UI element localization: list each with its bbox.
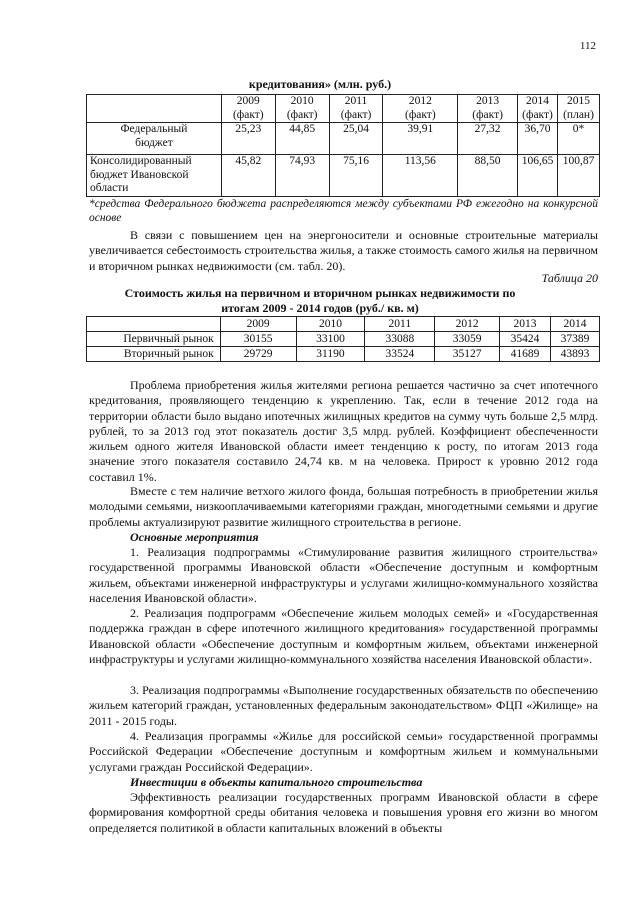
section-heading: Инвестиции в объекты капитального строительства (130, 775, 423, 789)
paragraph: В связи с повышением цен на энергоносители и основные строительные материалы увеличивается себестоимость строительства жилья, а также стоимость самого жилья на первичном и вторичном рынках недвижимости (см. табл. 20). (89, 228, 598, 273)
year-header: 2011 (365, 317, 435, 332)
table-cell: 33524 (365, 347, 435, 362)
page-number: 112 (579, 40, 596, 52)
table-cell: 35127 (435, 347, 500, 362)
row-label: Первичный рынок (87, 332, 221, 347)
table-row (87, 347, 600, 362)
table-footnote: *средства Федерального бюджета распределяются между субъектами РФ ежегодно на конкурсной основе (89, 198, 598, 224)
table-cell: 35424 (500, 332, 551, 347)
row-label: Консолидированный бюджет Ивановской области (87, 155, 222, 197)
year-header: 2010 (296, 317, 365, 332)
status-header: (факт) (472, 108, 503, 121)
list-item: 2. Реализация подпрограмм «Обеспечение жильем молодых семей» и «Государственная поддержка граждан в сфере ипотечного жилищного кредитования» государственной программы Ивановской области «Обеспечение доступным и комфортным жильем, объектами инженерной инфраструктуры и услугами жилищно-коммунального хозяйства населения Ивановской области». (89, 606, 598, 666)
status-header: (план) (563, 108, 594, 121)
table-header-row (87, 95, 600, 123)
table2-title-line1: Стоимость жилья на первичном и вторичном рынках недвижимости по (124, 286, 516, 300)
table-cell: 41689 (500, 347, 551, 362)
paragraph: Эффективность реализации государственных программ Ивановской области в сфере формирования комфортной среды обитания человека и повышения уровня его жизни во многом определяется политикой в области капитальных вложений в объекты (89, 790, 598, 835)
table-cell: 25,23 (221, 123, 275, 155)
table-cell: 0* (558, 123, 600, 155)
table-cell: 88,50 (458, 155, 518, 197)
paragraph: Вместе с тем наличие ветхого жилого фонда, большая потребность в приобретении жилья молодыми семьями, низкооплачиваемыми категориями граждан, многодетными семьями и другие проблемы актуализируют развитие жилищного строительства в регионе. (89, 484, 598, 529)
table1-title: кредитования» (млн. руб.) (248, 77, 392, 91)
status-header: (факт) (232, 108, 264, 121)
list-item: 3. Реализация подпрограммы «Выполнение государственных обязательств по обеспечению жильем категорий граждан, установленных федеральным законодательством» ФЦП «Жилище» на 2011 - 2015 годы. (89, 683, 598, 728)
housing-cost-table (86, 316, 600, 362)
status-header: (факт) (286, 108, 318, 121)
table-row (87, 332, 600, 347)
table-corner-cell (87, 317, 221, 332)
year-header: 2010 (290, 95, 314, 107)
credit-table (86, 94, 600, 197)
table-cell: 33059 (435, 332, 500, 347)
list-item: 1. Реализация подпрограммы «Стимулирование развития жилищного строительства» государственной программы Ивановской области «Обеспечение доступным и комфортным жильем, объектами инженерной инфраструктуры и услугами жилищно-коммунального хозяйства населения Ивановской области». (89, 545, 598, 605)
table-cell: 100,87 (558, 155, 600, 197)
year-header: 2013 (476, 95, 500, 107)
table-cell: 39,91 (383, 123, 458, 155)
status-header: (факт) (404, 108, 436, 121)
table2-title-line2: итогам 2009 - 2014 годов (руб./ кв. м) (221, 301, 419, 315)
year-header: 2014 (551, 317, 600, 332)
table-cell: 29729 (220, 347, 296, 362)
table-cell: 106,65 (518, 155, 558, 197)
table-cell: 45,82 (221, 155, 275, 197)
table-cell: 74,93 (275, 155, 329, 197)
table-number: Таблица 20 (541, 271, 598, 285)
table-cell: 75,16 (329, 155, 383, 197)
row-label: Федеральный бюджет (87, 123, 222, 155)
status-header: (факт) (340, 108, 372, 121)
year-header: 2012 (408, 95, 432, 107)
table-cell: 25,04 (329, 123, 383, 155)
table-header-row (87, 317, 600, 332)
year-header: 2012 (435, 317, 500, 332)
year-header: 2015 (567, 95, 590, 107)
status-header: (факт) (522, 108, 553, 121)
table-row (87, 155, 600, 197)
table-cell: 43893 (551, 347, 600, 362)
row-label: Вторичный рынок (87, 347, 221, 362)
table-cell: 33088 (365, 332, 435, 347)
year-header: 2014 (526, 95, 550, 107)
section-heading: Основные мероприятия (130, 530, 259, 544)
year-header: 2009 (236, 95, 260, 107)
table-cell: 113,56 (383, 155, 458, 197)
paragraph: Проблема приобретения жилья жителями региона решается частично за счет ипотечного кредитования, проявляющего тенденцию к укреплению. Так, если в течение 2012 года на территории области было выдано ипотечных жилищных кредитов на сумму чуть больше 2,5 млрд. рублей, то за 2013 год этот показатель достиг 3,5 млрд. рублей. Коэффициент обеспеченности жильем одного жителя Ивановской области имеет тенденцию к росту, по итогам 2013 года значение этого показателя составило 24,74 кв. м на человека. Прирост к уровню 2012 года составил 1%. (89, 378, 598, 484)
table-cell: 33100 (296, 332, 365, 347)
list-item: 4. Реализация программы «Жилье для российской семьи» государственной программы Российской Федерации «Обеспечение доступным и комфортным жильем и коммунальными услугами граждан Российской Федерации». (89, 729, 598, 774)
table-cell: 37389 (551, 332, 600, 347)
table-cell: 36,70 (518, 123, 558, 155)
table-cell: 31190 (296, 347, 365, 362)
table-cell: 27,32 (458, 123, 518, 155)
year-header: 2009 (220, 317, 296, 332)
table-row (87, 123, 600, 155)
table-corner-cell (87, 95, 222, 123)
year-header: 2013 (500, 317, 551, 332)
year-header: 2011 (344, 95, 368, 107)
table-cell: 30155 (220, 332, 296, 347)
table-cell: 44,85 (275, 123, 329, 155)
